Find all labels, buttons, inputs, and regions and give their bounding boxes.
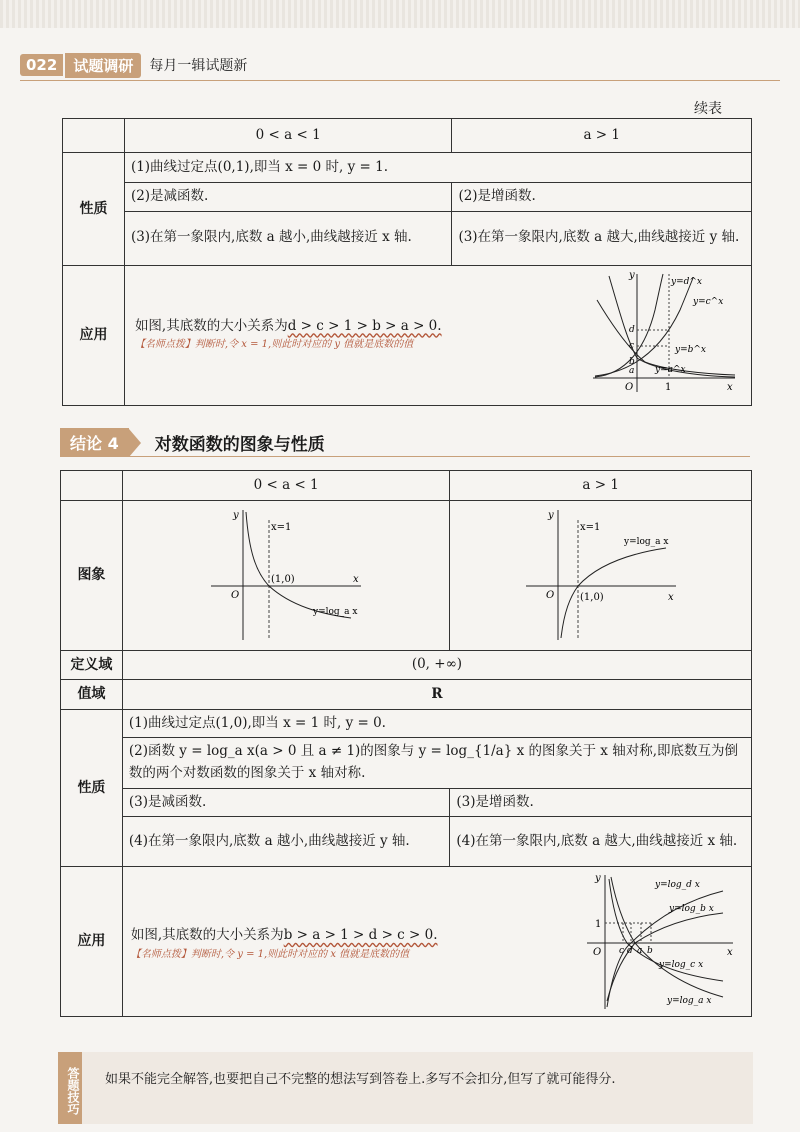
log-left-x: x — [353, 573, 359, 585]
log-graph-right — [516, 502, 686, 642]
header-rule — [20, 80, 780, 81]
log-prop3-right: (3)是增函数. — [450, 788, 752, 817]
log-prop2: (2)函数 y = log_a x(a > 0 且 a ≠ 1)的图象与 y = log_{1/a} x 的图象关于 x 轴对称,即底数互为倒数的两个对数函数的图象关于 x 轴对称. — [122, 738, 751, 788]
log-domain-head: 定义域 — [61, 651, 123, 680]
log-prop3-left: (3)是减函数. — [122, 788, 450, 817]
log-table — [60, 470, 752, 1017]
log-graph-right-cell — [450, 501, 752, 651]
log-graph-left — [201, 502, 371, 642]
footer-tip-label: 答题技巧 — [58, 1052, 82, 1124]
page-number: 022 — [20, 54, 63, 76]
log-prop4-right: (4)在第一象限内,底数 a 越大,曲线越接近 x 轴. — [450, 817, 752, 867]
header-subtitle: 每月一辑试题新 — [149, 58, 248, 74]
exp-graph-cl: c — [629, 340, 635, 351]
log-app-bl: b — [647, 946, 653, 957]
log-graph-head: 图象 — [61, 501, 123, 651]
log-range-head: 值域 — [61, 680, 123, 709]
log-app-b-label: y=log_b x — [669, 904, 714, 915]
log-graph-left-cell — [122, 501, 450, 651]
log-prop1: (1)曲线过定点(1,0),即当 x = 1 时, y = 0. — [122, 709, 751, 738]
log-range: R — [122, 680, 751, 709]
log-prop4-left: (4)在第一象限内,底数 a 越小,曲线越接近 y 轴. — [122, 817, 450, 867]
log-app-y: y — [595, 873, 601, 885]
log-app-dl: d — [627, 946, 633, 957]
log-app-a-label: y=log_a x — [667, 996, 712, 1007]
log-right-y: y — [547, 509, 554, 521]
log-left-point: (1,0) — [271, 573, 295, 585]
exp-graph-al: a — [629, 365, 635, 376]
exp-graph-b-label: y=b^x — [675, 344, 707, 355]
log-table-corner — [61, 471, 123, 501]
page-top-band — [0, 0, 800, 28]
page-header — [20, 52, 247, 78]
conclusion-heading — [60, 428, 325, 457]
continued-label: 续表 — [694, 101, 722, 117]
log-left-line: x=1 — [271, 521, 292, 533]
exp-graph-y: y — [629, 269, 635, 281]
exp-graph-dl: d — [629, 324, 635, 335]
log-app-x: x — [727, 947, 733, 959]
log-app-relation: b > a > 1 > d > c > 0. — [283, 927, 438, 944]
exp-col-left: 0 < a < 1 — [124, 119, 452, 153]
log-left-y: y — [233, 509, 239, 521]
conclusion-arrow-icon — [129, 429, 141, 457]
exp-app-tip: 【名师点拨】判断时,令 x = 1,则此时对应的 y 值就是底数的值 — [134, 339, 414, 351]
log-app-al: a — [637, 946, 643, 957]
log-app-one: 1 — [595, 919, 602, 931]
log-app-cell — [122, 867, 751, 1017]
log-app-origin: O — [593, 947, 602, 959]
log-app-head: 应用 — [61, 867, 123, 1017]
conclusion-rule — [60, 456, 750, 457]
log-col-right: a > 1 — [450, 471, 752, 501]
exp-props-head: 性质 — [63, 153, 125, 266]
exp-graph-one: 1 — [665, 381, 672, 393]
log-app-cl: c — [619, 946, 625, 957]
conclusion-title: 对数函数的图象与性质 — [154, 435, 325, 455]
log-right-curve: y=log_a x — [623, 536, 669, 547]
exp-graph-x: x — [727, 381, 733, 393]
log-right-point: (1,0) — [579, 591, 604, 603]
conclusion-tag: 结论 4 — [60, 428, 129, 457]
exp-graph-a-label: y=a^x — [655, 364, 686, 375]
exp-prop3-right: (3)在第一象限内,底数 a 越大,曲线越接近 y 轴. — [452, 211, 752, 265]
exp-app-graph — [585, 270, 745, 400]
exp-graph-origin: O — [625, 381, 634, 393]
exp-table-corner — [63, 119, 125, 153]
log-domain: (0, +∞) — [122, 651, 751, 680]
exp-prop1: (1)曲线过定点(0,1),即当 x = 0 时, y = 1. — [124, 153, 751, 183]
log-left-curve: y=log_a x — [313, 606, 358, 617]
exp-prop2-right: (2)是增函数. — [452, 183, 752, 212]
exp-graph-bl: b — [629, 356, 635, 367]
log-app-text: 如图,其底数的大小关系为 — [130, 927, 284, 944]
exp-app-text: 如图,其底数的大小关系为 — [134, 317, 288, 334]
log-app-c-label: y=log_c x — [659, 960, 704, 971]
exp-graph-d-label: y=d^x — [671, 276, 703, 287]
log-app-tip: 【名师点拨】判断时,令 y = 1,则此时对应的 x 值就是底数的值 — [130, 948, 410, 960]
footer-tip-text: 如果不能完全解答,也要把自己不完整的想法写到答卷上.多写不会扣分,但写了就可能得分. — [105, 1072, 616, 1087]
exp-table — [62, 118, 752, 406]
log-col-left: 0 < a < 1 — [122, 471, 450, 501]
exp-graph-c-label: y=c^x — [693, 296, 724, 307]
exp-app-head: 应用 — [63, 265, 125, 405]
exp-prop3-left: (3)在第一象限内,底数 a 越小,曲线越接近 x 轴. — [124, 211, 452, 265]
log-left-origin: O — [231, 589, 240, 601]
exp-app-cell — [124, 265, 751, 405]
log-right-origin: O — [545, 589, 554, 601]
log-right-line: x=1 — [579, 521, 601, 533]
exp-app-relation: d > c > 1 > b > a > 0. — [287, 317, 442, 334]
exp-col-right: a > 1 — [452, 119, 752, 153]
log-app-d-label: y=log_d x — [655, 880, 700, 891]
log-app-graph — [583, 871, 743, 1011]
exp-prop2-left: (2)是减函数. — [124, 183, 452, 212]
section-tag: 试题调研 — [65, 53, 141, 78]
log-props-head: 性质 — [61, 709, 123, 866]
log-right-x: x — [667, 591, 674, 603]
